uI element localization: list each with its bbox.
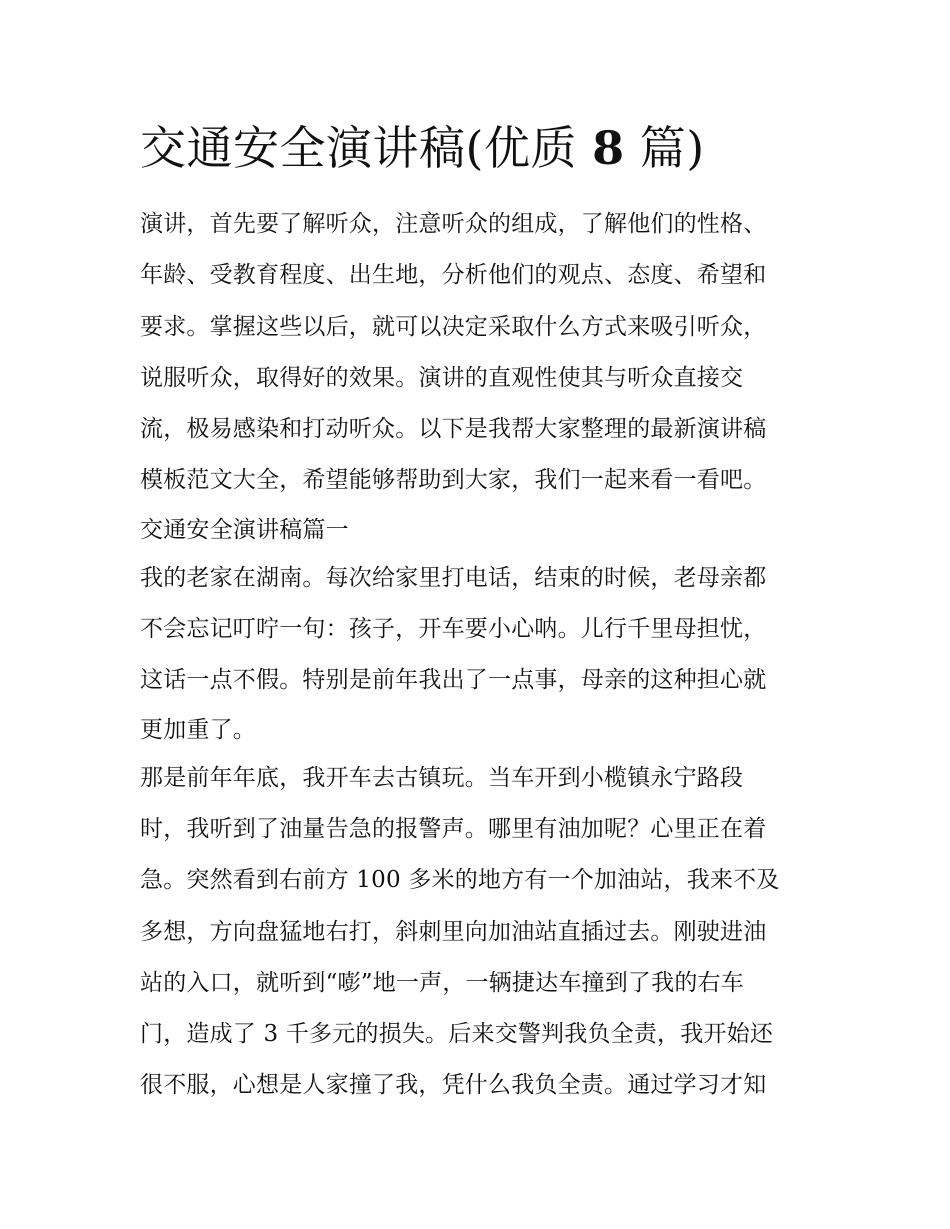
body-line: 急。突然看到右前方 100 多米的地方有一个加油站，我来不及: [140, 867, 780, 894]
body-line: 多想，方向盘猛地右打，斜刺里向加油站直插过去。刚驶进油: [140, 918, 767, 945]
body-line: 更加重了。: [140, 716, 256, 743]
body-line: 不会忘记叮咛一句：孩子，开车要小心呐。儿行千里母担忧，: [140, 616, 767, 643]
body-line: 演讲，首先要了解听众，注意听众的组成，了解他们的性格、: [140, 211, 767, 237]
body-line: 很不服，心想是人家撞了我，凭什么我负全责。通过学习才知: [140, 1072, 767, 1099]
body-line: 那是前年年底，我开车去古镇玩。当车开到小榄镇永宁路段: [140, 764, 744, 791]
title-suffix: 篇): [624, 121, 705, 175]
body-line: 门，造成了 3 千多元的损失。后来交警判我负全责，我开始还: [140, 1021, 774, 1048]
body-line: 要求。掌握这些以后，就可以决定采取什么方式来吸引听众，: [140, 313, 767, 340]
body-line: 这话一点不假。特别是前年我出了一点事，母亲的这种担心就: [140, 667, 767, 694]
document-title: [140, 118, 840, 178]
body-line: 流，极易感染和打动听众。以下是我帮大家整理的最新演讲稿: [140, 416, 767, 443]
body-line: 模板范文大全，希望能够帮助到大家，我们一起来看一看吧。: [140, 467, 767, 494]
body-line: 时，我听到了油量告急的报警声。哪里有油加呢？心里正在着: [140, 815, 767, 842]
document-body: [140, 199, 820, 1112]
body-line: 年龄、受教育程度、出生地，分析他们的观点、态度、希望和: [140, 262, 767, 289]
body-line: 站的入口，就听到“嘭”地一声，一辆捷达车撞到了我的右车: [140, 969, 744, 996]
body-line: 说服听众，取得好的效果。演讲的直观性使其与听众直接交: [140, 364, 744, 391]
title-prefix: 交通安全演讲稿(优质: [140, 121, 593, 175]
body-line: 我的老家在湖南。每次给家里打电话，结束的时候，老母亲都: [140, 564, 767, 591]
section-heading: 交通安全演讲稿篇一: [140, 516, 349, 543]
title-number: 8: [592, 121, 625, 175]
